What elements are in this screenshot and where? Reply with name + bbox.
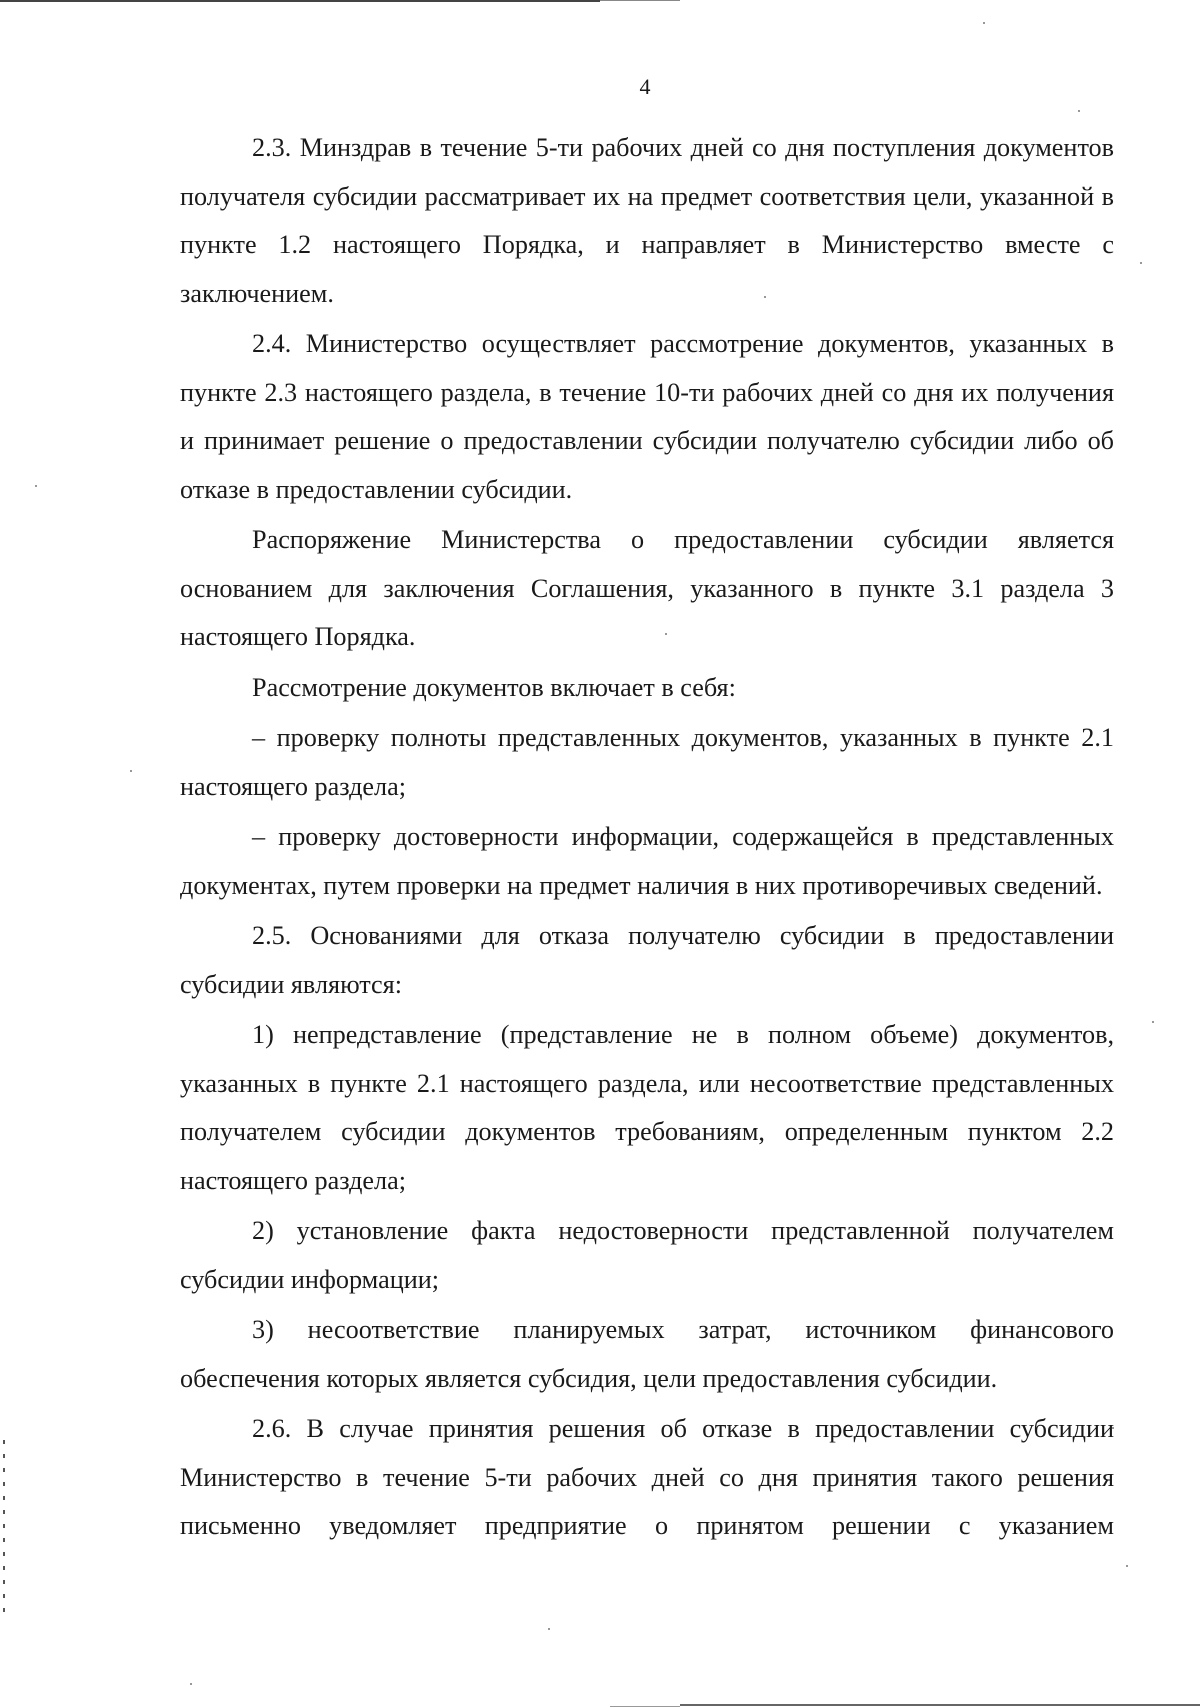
scan-speck [190,1683,192,1685]
scan-edge-left-marks [3,1440,5,1620]
scan-speck [1126,1565,1128,1567]
scan-speck [35,485,37,487]
scan-speck [1152,1021,1154,1023]
scan-edge-bottom-segment [610,1706,680,1707]
scan-edge-bottom [680,1704,1200,1706]
list-item-reason-3: 3) несоответствие планируемых затрат, источником финансового обеспечения которых является субсидия, цели предоставления субсидии. [180,1315,1114,1393]
paragraph-review-includes: Рассмотрение документов включает в себя: [252,672,736,702]
list-item-reason-1: 1) непредставление (представление не в полном объеме) документов, указанных в пункте 2.1 настоящего раздела, или несоответствие представленных получателем субсидии документов требованиям, определенным пунктом 2.2 настоящего раздела; [180,1020,1114,1195]
scan-speck [1140,262,1142,264]
scan-edge-top [0,0,600,2]
list-item-check-completeness: – проверку полноты представленных документов, указанных в пункте 2.1 настоящего раздела; [180,723,1114,801]
page-number: 4 [639,74,651,99]
paragraph-2-6: 2.6. В случае принятия решения об отказе в предоставлении субсидии Министерство в течение 5-ти рабочих дней со дня принятия такого решения письменно уведомляет предприятие о принятом решении с указанием [180,1414,1114,1540]
paragraph-2-5: 2.5. Основаниями для отказа получателю субсидии в предоставлении субсидии являются: [180,921,1114,999]
paragraph-2-4: 2.4. Министерство осуществляет рассмотрение документов, указанных в пункте 2.3 настоящего раздела, в течение 10-ти рабочих дней со дня их получения и принимает решение о предоставлении субсидии получателю субсидии либо об отказе в предоставлении субсидии. [180,329,1114,504]
list-item-reason-2: 2) установление факта недостоверности представленной получателем субсидии информации; [180,1216,1114,1294]
scan-speck [1078,110,1080,112]
scan-speck [130,770,132,772]
scan-speck [548,1628,550,1630]
list-item-check-reliability: – проверку достоверности информации, содержащейся в представленных документах, путем проверки на предмет наличия в них противоречивых сведений. [180,822,1114,900]
paragraph-ministry-order: Распоряжение Министерства о предоставлении субсидии является основанием для заключения Соглашения, указанного в пункте 3.1 раздела 3 настоящего Порядка. [180,525,1114,651]
document-body [180,124,1114,1551]
paragraph-2-3: 2.3. Минздрав в течение 5-ти рабочих дней со дня поступления документов получателя субсидии рассматривает их на предмет соответствия цели, указанной в пункте 1.2 настоящего Порядка, и направляет в Министерство вместе с заключением. [180,133,1114,308]
scan-speck [983,22,985,24]
scan-edge-top-segment [600,0,680,1]
